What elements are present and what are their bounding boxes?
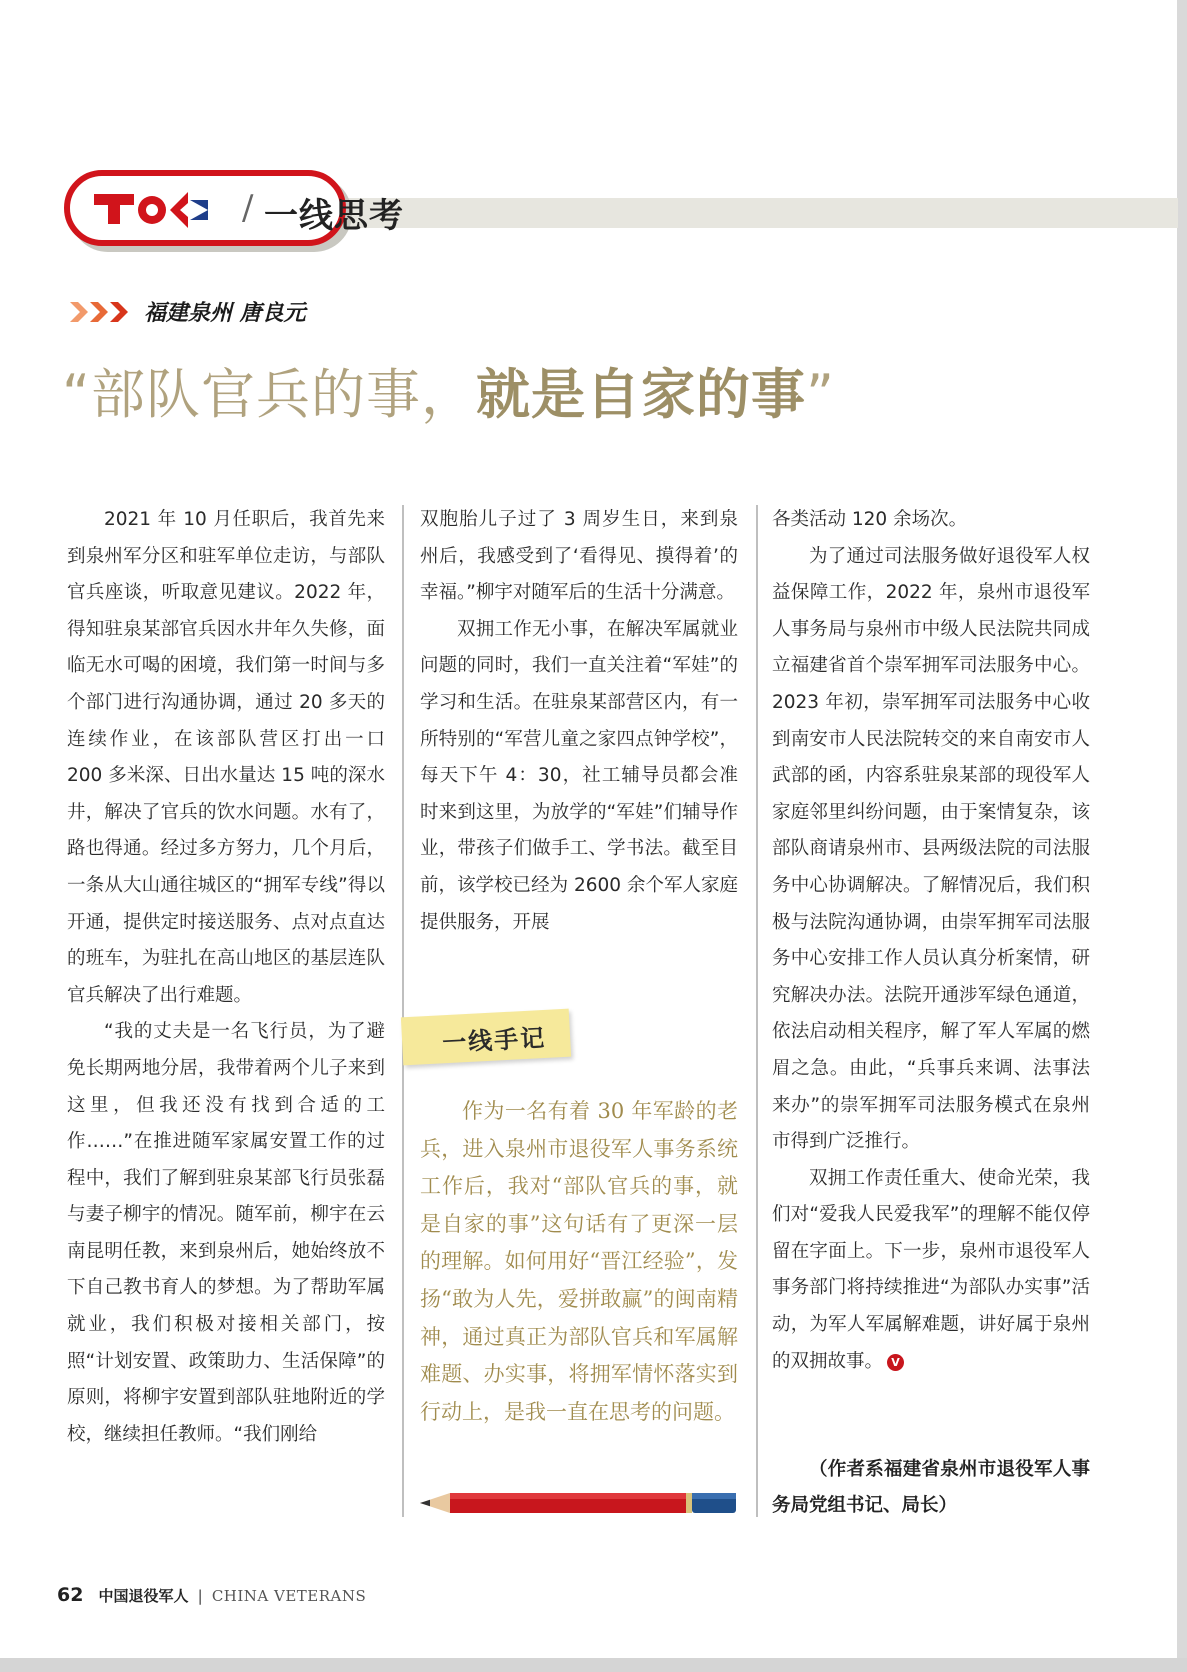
note-tag: [401, 1009, 571, 1066]
magazine-title-cn: 中国退役军人: [98, 1587, 189, 1605]
headline-part-1: “部队官兵的事，: [62, 363, 476, 426]
page-bottom-edge: [0, 1658, 1187, 1672]
paragraph-continued: 各类活动 120 余场次。: [772, 509, 968, 530]
section-banner-bar: [330, 198, 1178, 228]
magazine-title-en: CHINA VETERANS: [211, 1587, 367, 1605]
pencil-icon: [420, 1490, 736, 1516]
page-edge: [1177, 0, 1187, 1672]
footer-separator: |: [197, 1587, 203, 1605]
byline-text: 福建泉州 唐良元: [144, 300, 306, 326]
note-tag-label: 一线手记: [441, 1022, 547, 1058]
paragraph: 为了通过司法服务做好退役军人权益保障工作，2022 年，泉州市退役军人事务局与泉州市中级人民法院共同成立福建省首个崇军拥军司法服务中心。2023 年初，崇军拥军司法服务中心收到南安市人民法院转交的来自南安市人武部的函，内容系驻泉某部的现役军人家庭邻里纠纷问题，由于案情复杂，该部队商请泉州市、县两级法院的司法服务中心协调解决。了解情况后，我们积极与法院沟通协调，由崇军拥军司法服务中心安排工作人员认真分析案情，研究解决办法。法院开通涉军绿色通道，依法启动相关程序，解了军人军属的燃眉之急。由此，“兵事兵来调、法事法来办”的崇军拥军司法服务模式在泉州市得到广泛推行。: [772, 545, 1090, 1153]
section-title: 一线思考: [264, 196, 404, 236]
column-3: [772, 502, 1090, 1380]
paragraph: “我的丈夫是一名飞行员，为了避免长期两地分居，我带着两个儿子来到这里，但我还没有找到合适的工作……”在推进随军家属安置工作的过程中，我们了解到驻泉某部飞行员张磊与妻子柳宇的情况。随军前，柳宇在云南昆明任教，来到泉州后，她始终放不下自己教书育人的梦想。为了帮助军属就业，我们积极对接相关部门，按照“计划安置、政策助力、生活保障”的原则，将柳宇安置到部队驻地附近的学校，继续担任教师。“我们刚给: [67, 1021, 385, 1445]
paragraph-final: [772, 1161, 1090, 1381]
paragraph: 双拥工作无小事，在解决军属就业问题的同时，我们一直关注着“军娃”的学习和生活。在驻泉某部营区内，有一所特别的“军营儿童之家四点钟学校”，每天下午 4：30，社工辅导员都会准时来到这里，为放学的“军娃”们辅导作业，带孩子们做手工、学书法。截至目前，该学校已经为 2600 余个军人家庭提供服务，开展: [420, 618, 738, 933]
column-1: [67, 502, 385, 1453]
headline-part-2: 就是自家的事: [475, 363, 806, 426]
section-logo-icon: [90, 186, 230, 230]
paragraph-continued: 双胞胎儿子过了 3 周岁生日，来到泉州后，我感受到了‘看得见、摸得着’的幸福。”柳宇对随军后的生活十分满意。: [420, 509, 738, 604]
headline-part-3: ”: [805, 363, 835, 426]
section-badge: [64, 170, 404, 246]
page-footer: [57, 1584, 366, 1606]
column-divider: [402, 505, 404, 1517]
page-number: 62: [57, 1584, 84, 1606]
column-2: [420, 502, 738, 941]
paragraph: 2021 年 10 月任职后，我首先来到泉州军分区和驻军单位走访，与部队官兵座谈，听取意见建议。2022 年，得知驻泉某部官兵因水井年久失修，面临无水可喝的困境，我们第一时间与多个部门进行沟通协调，通过 20 多天的连续作业，在该部队营区打出一口 200 多米深、日出水量达 15 吨的深水井，解决了官兵的饮水问题。水有了，路也得通。经过多方努力，几个月后，一条从大山通往城区的“拥军专线”得以开通，提供定时接送服务、点对点直达的班车，为驻扎在高山地区的基层连队官兵解决了出行难题。: [67, 509, 385, 1006]
column-divider: [756, 505, 758, 1517]
section-badge-slash: /: [242, 188, 254, 228]
end-mark-icon: V: [887, 1354, 904, 1371]
article-headline: [62, 352, 835, 429]
note-text: 作为一名有着 30 年军龄的老兵，进入泉州市退役军人事务系统工作后，我对“部队官兵的事，就是自家的事”这句话有了更深一层的理解。如何用好“晋江经验”，发扬“敢为人先，爱拼敢赢”的闽南精神，通过真正为部队官兵和军属解难题、办实事，将拥军情怀落实到行动上，是我一直在思考的问题。: [420, 1099, 738, 1424]
author-note: （作者系福建省泉州市退役军人事务局党组书记、局长）: [772, 1459, 1090, 1516]
paragraph-final-text: 双拥工作责任重大、使命光荣，我们对“爱我人民爱我军”的理解不能仅停留在字面上。下一步，泉州市退役军人事务部门将持续推进“为部队办实事”活动，为军人军属解难题，讲好属于泉州的双拥故事。: [772, 1167, 1090, 1372]
triple-chevron-icon: [70, 300, 130, 324]
